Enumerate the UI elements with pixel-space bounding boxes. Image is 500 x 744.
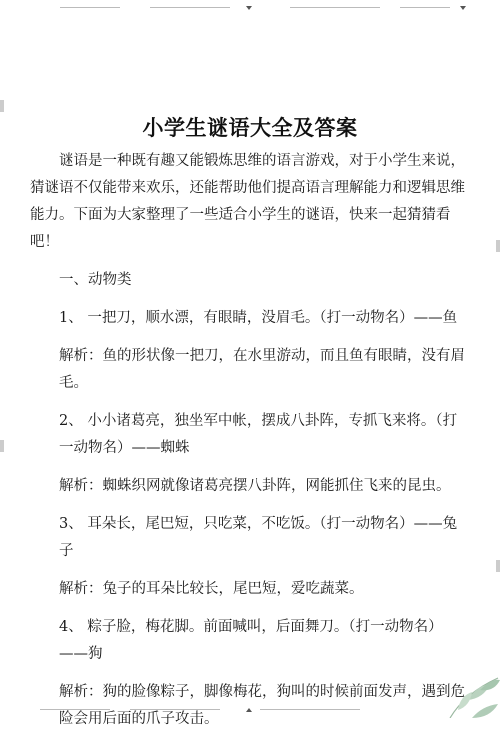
riddle-1: 1、 一把刀，顺水漂，有眼睛，没眉毛。（打一动物名）——鱼 <box>59 310 458 326</box>
section-heading: 一、动物类 <box>59 272 132 288</box>
explanation-1: 解析：鱼的形状像一把刀，在水里游动，而且鱼有眼睛，没有眉毛。 <box>59 348 465 391</box>
top-border-decoration <box>0 6 500 10</box>
triangle-marker-icon <box>246 6 252 10</box>
triangle-marker-icon <box>460 6 466 10</box>
explanation-4: 解析：狗的脸像粽子，脚像梅花，狗叫的时候前面发声，遇到危险会用后面的爪子攻击。 <box>59 684 465 727</box>
riddle-3: 3、 耳朵长，尾巴短，只吃菜，不吃饭。（打一动物名）——兔子 <box>59 516 458 559</box>
explanation-2: 解析：蜘蛛织网就像诸葛亮摆八卦阵，网能抓住飞来的昆虫。 <box>59 478 451 494</box>
intro-paragraph: 谜语是一种既有趣又能锻炼思维的语言游戏，对于小学生来说，猜谜语不仅能带来欢乐，还能帮助他们提高语言理解能力和逻辑思维能力。下面为大家整理了一些适合小学生的谜语，快来一起猜猜看吧！ <box>30 153 465 250</box>
riddle-2: 2、 小小诸葛亮，独坐军中帐，摆成八卦阵，专抓飞来将。（打一动物名）——蜘蛛 <box>59 413 458 456</box>
side-mark <box>0 100 4 112</box>
side-mark <box>496 560 500 572</box>
side-mark <box>0 440 4 452</box>
riddle-4: 4、 粽子脸，梅花脚。前面喊叫，后面舞刀。（打一动物名）——狗 <box>59 619 443 662</box>
explanation-3: 解析：兔子的耳朵比较长，尾巴短，爱吃蔬菜。 <box>59 581 364 597</box>
page-title: 小学生谜语大全及答案 <box>142 116 358 140</box>
document-body <box>30 148 470 744</box>
side-mark <box>496 240 500 252</box>
